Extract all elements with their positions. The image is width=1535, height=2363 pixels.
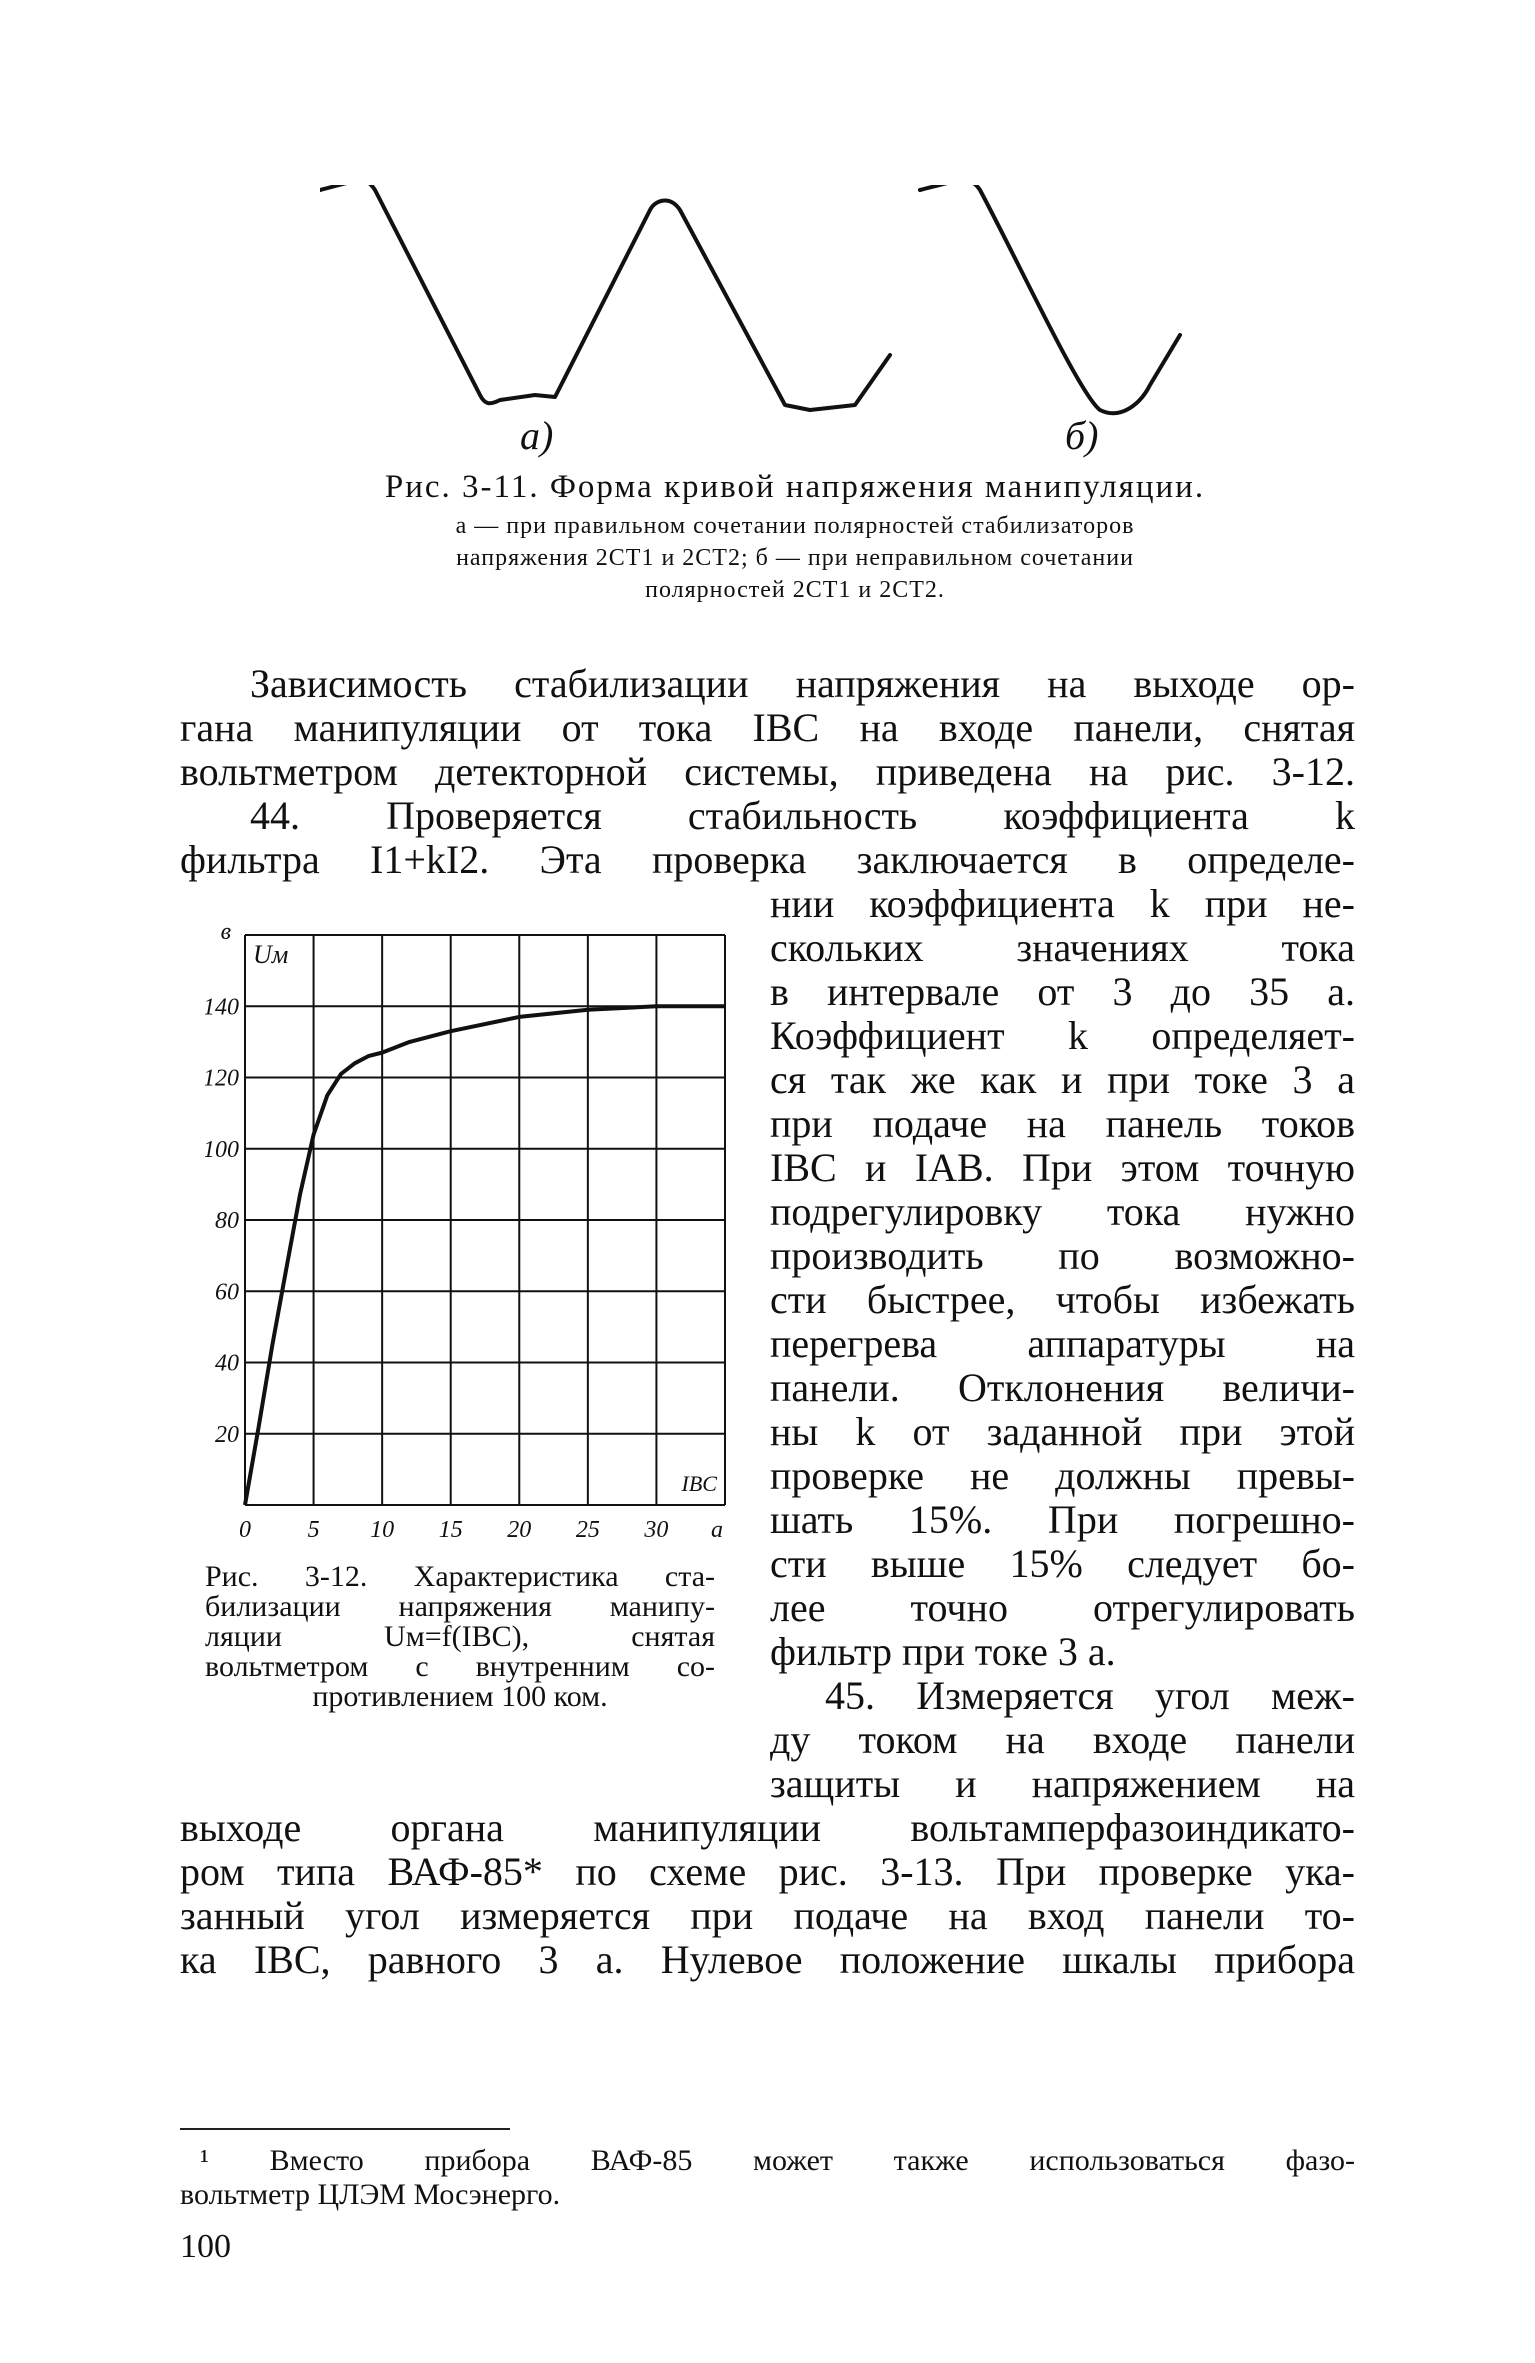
text-line: проверке не должны превы- [770,1453,1355,1498]
footnote-line: вольтметр ЦЛЭМ Мосэнерго. [180,2178,561,2211]
text-line: шать 15%. При погрешно- [770,1497,1355,1542]
figure-3-11-desc-line: а — при правильном сочетании полярностей стабилизаторов [455,513,1135,539]
x-tick-label: 30 [644,1517,669,1540]
text-line: нии коэффициента k при не- [770,881,1355,926]
x-axis-label: IBC [681,1471,717,1496]
figure-3-11 [320,185,1240,455]
text-line: фильтра I1+kI2. Эта проверка заключается в определе- [180,837,1355,882]
text-line: ся так же как и при токе 3 а [770,1057,1355,1102]
caption-line: билизации напряжения манипу- [205,1590,715,1623]
figure-3-11-caption [250,468,1340,602]
text-line: ны k от заданной при этой [770,1409,1355,1454]
x-tick-label: 10 [370,1517,395,1540]
y-tick-label: 140 [205,994,239,1021]
y-axis-label: Uм [253,940,289,969]
paragraph-1 [180,662,1355,794]
waveform-diagram [320,185,1240,455]
text-line: в интервале от 3 до 35 а. [770,969,1355,1014]
x-unit-label: а [711,1517,723,1540]
figure-3-12-caption [205,1562,715,1712]
text-line: лее точно отрегулировать [770,1585,1355,1630]
text-line: IBC и IAB. При этом точную [770,1145,1355,1190]
caption-line: противлением 100 ком. [312,1680,608,1713]
x-tick-label: 15 [438,1517,463,1540]
text-line: ка IBC, равного 3 а. Нулевое положение шкалы прибора [180,1937,1355,1982]
paragraph-44 [180,794,1355,882]
waveform-a [320,185,890,410]
caption-line: вольтметром с внутренним со- [205,1650,715,1683]
text-line: 44. Проверяется стабильность коэффициента k [250,793,1355,838]
page-number: 100 [180,2228,231,2265]
figure-3-11-label-a: а) [520,413,554,458]
caption-line: ляции Uм=f(IBC), снятая [205,1620,715,1653]
footnote-divider [180,2128,510,2130]
footnote [180,2144,1355,2212]
text-line: 45. Измеряется угол меж- [825,1673,1355,1718]
text-line: Зависимость стабилизации напряжения на выходе ор- [250,661,1355,706]
paragraph-45-column [770,1674,1355,1806]
text-line: гана манипуляции от тока IBC на входе панели, снятая [180,705,1355,750]
text-line: защиты и напряжением на [770,1761,1355,1806]
footnote-line: ¹ Вместо прибора ВАФ-85 может также использоваться фазо- [200,2144,1355,2177]
paragraph-45 [180,1806,1355,1982]
text-line: занный угол измеряется при подаче на вход панели то- [180,1893,1355,1938]
text-line: производить по возможно- [770,1233,1355,1278]
y-tick-label: 60 [215,1279,239,1306]
text-line: скольких значениях тока [770,925,1355,970]
caption-line: Рис. 3-12. Характеристика ста- [205,1560,715,1593]
text-line: сти выше 15% следует бо- [770,1541,1355,1586]
y-tick-label: 40 [215,1350,239,1377]
y-tick-label: 120 [205,1065,239,1092]
x-tick-label: 5 [307,1517,320,1540]
y-tick-label: 20 [215,1421,239,1448]
waveform-b [920,185,1180,413]
text-line: ром типа ВАФ-85* по схеме рис. 3-13. При проверке ука- [180,1849,1355,1894]
figure-3-11-desc-line: напряжения 2СТ1 и 2СТ2; б — при неправильном сочетании [456,545,1134,571]
y-unit-label: в [220,919,231,945]
paragraph-44-column [770,882,1355,1674]
text-line: перегрева аппаратуры на [770,1321,1355,1366]
figure-3-11-desc-line: полярностей 2СТ1 и 2СТ2. [645,577,945,603]
chart-svg [205,910,745,1540]
text-line: при подаче на панель токов [770,1101,1355,1146]
x-tick-label: 20 [507,1517,532,1540]
figure-3-11-label-b: б) [1065,413,1099,458]
text-line: сти быстрее, чтобы избежать [770,1277,1355,1322]
text-line: ду током на входе панели [770,1717,1355,1762]
figure-3-12-chart [205,910,745,1540]
x-tick-label: 0 [239,1517,251,1540]
y-tick-label: 80 [215,1208,239,1234]
series-line [245,1006,725,1505]
text-line: панели. Отклонения величи- [770,1365,1355,1410]
text-line: фильтр при токе 3 а. [770,1629,1116,1674]
text-line: подрегулировку тока нужно [770,1189,1355,1234]
figure-3-11-title: Рис. 3-11. Форма кривой напряжения манипуляции. [384,469,1206,505]
y-tick-label: 100 [205,1136,239,1163]
text-line: выходе органа манипуляции вольтамперфазоиндикато- [180,1805,1355,1850]
x-tick-label: 25 [575,1517,600,1540]
text-line: вольтметром детекторной системы, приведена на рис. 3-12. [180,749,1355,794]
text-line: Коэффициент k определяет- [770,1013,1355,1058]
